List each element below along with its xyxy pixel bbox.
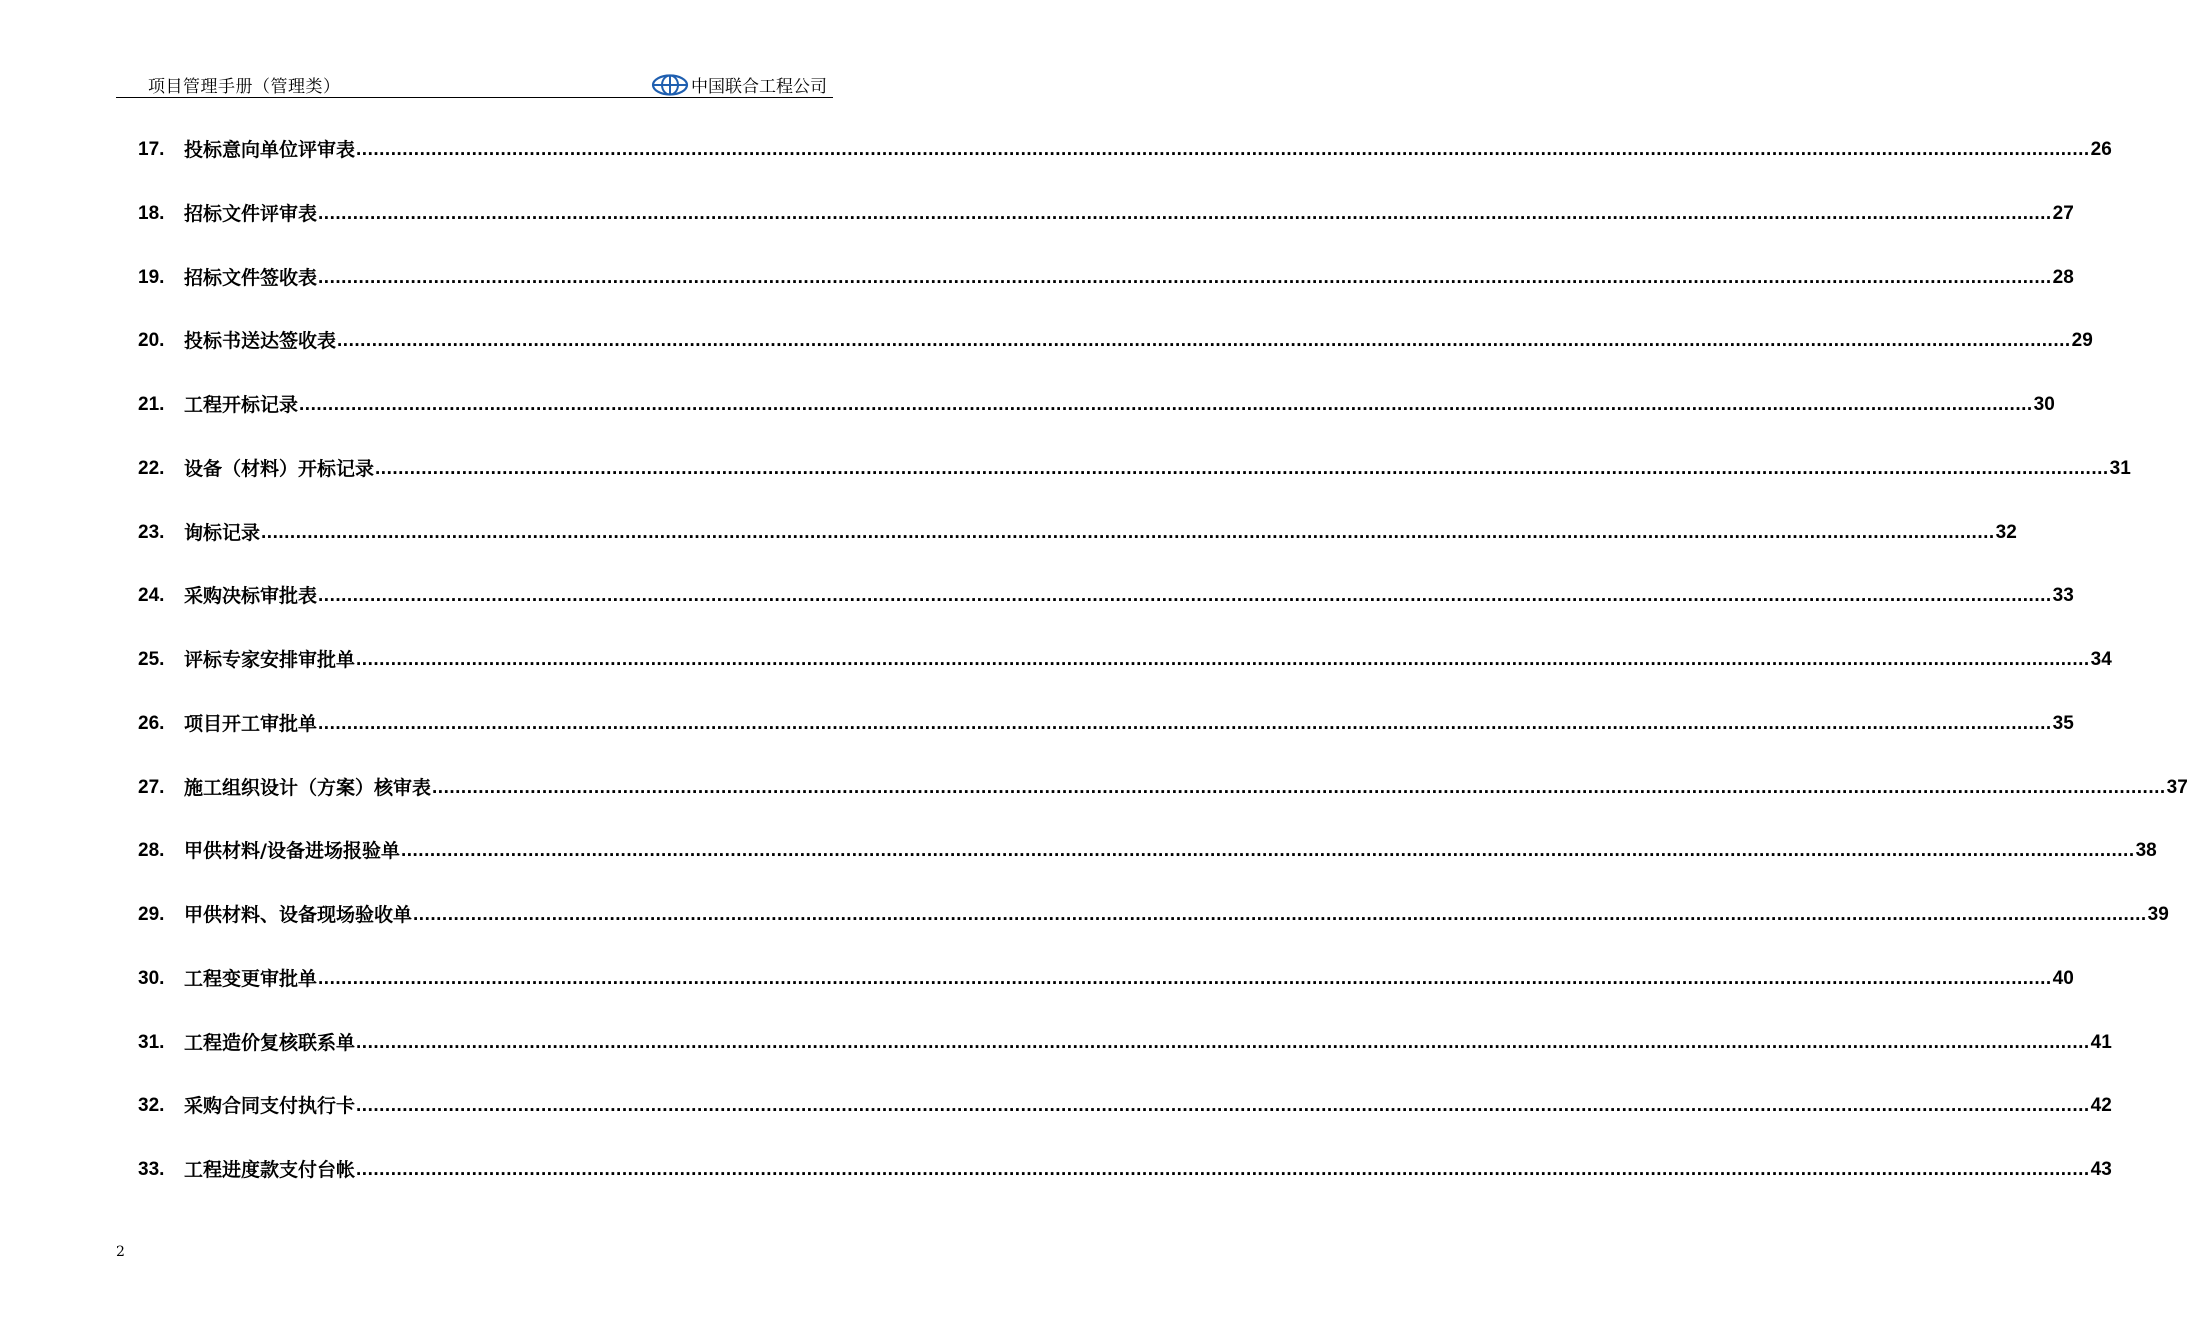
toc-entry[interactable]	[138, 1154, 2112, 1218]
toc-entry-title: 工程造价复核联系单	[184, 1031, 356, 1054]
toc-entry-title: 工程进度款支付台帐	[184, 1159, 356, 1181]
toc-entry-number: 21.	[138, 394, 165, 415]
toc-dot-leader: ............................................................................................................................................................................................................................................................................................................	[356, 1031, 2090, 1053]
toc-entry-page: 39	[2147, 904, 2169, 925]
toc-entry-page: 26	[2090, 139, 2112, 160]
toc-entry[interactable]	[138, 198, 2074, 262]
toc-dot-leader: ............................................................................................................................................................................................................................................................................................................	[261, 521, 1995, 543]
toc-entry-title: 施工组织设计（方案）核审表	[184, 776, 432, 799]
toc-entry-number: 20.	[138, 330, 165, 352]
toc-entry-page: 43	[2090, 1159, 2112, 1180]
toc-dot-leader: ............................................................................................................................................................................................................................................................................................................	[337, 330, 2071, 352]
toc-entry[interactable]	[138, 899, 2169, 963]
toc-entry-title: 工程变更审批单	[184, 967, 318, 990]
toc-dot-leader: ............................................................................................................................................................................................................................................................................................................	[356, 139, 2090, 160]
toc-entry-number: 17.	[138, 139, 165, 160]
toc-entry[interactable]	[138, 517, 2017, 581]
toc-entry[interactable]	[138, 262, 2074, 326]
toc-entry[interactable]	[138, 389, 2055, 453]
toc-entry-page: 28	[2052, 266, 2074, 288]
toc-entry[interactable]	[138, 963, 2074, 1027]
toc-entry-title: 询标记录	[184, 521, 261, 544]
toc-entry-number: 22.	[138, 457, 165, 479]
toc-dot-leader: ............................................................................................................................................................................................................................................................................................................	[413, 904, 2147, 925]
toc-dot-leader: ............................................................................................................................................................................................................................................................................................................	[318, 585, 2052, 607]
company-logo-icon	[651, 74, 689, 96]
toc-dot-leader: ............................................................................................................................................................................................................................................................................................................	[318, 266, 2052, 288]
table-of-contents	[138, 134, 2188, 1218]
toc-entry-title: 甲供材料/设备进场报验单	[184, 840, 400, 863]
toc-entry[interactable]	[138, 580, 2074, 644]
page-number: 2	[116, 1244, 125, 1260]
toc-entry-number: 33.	[138, 1159, 165, 1180]
toc-entry-page: 33	[2052, 585, 2074, 607]
toc-entry[interactable]	[138, 1027, 2112, 1091]
toc-entry-number: 25.	[138, 649, 165, 670]
toc-entry[interactable]	[138, 1090, 2112, 1154]
toc-entry[interactable]	[138, 453, 2131, 517]
manual-title: 项目管理手册（管理类）	[148, 77, 341, 97]
toc-entry-number: 27.	[138, 776, 165, 798]
page-header	[116, 70, 833, 98]
toc-dot-leader: ............................................................................................................................................................................................................................................................................................................	[356, 1159, 2090, 1180]
toc-entry-page: 29	[2071, 330, 2093, 352]
toc-entry[interactable]	[138, 325, 2093, 389]
toc-dot-leader: ............................................................................................................................................................................................................................................................................................................	[299, 394, 2033, 415]
toc-entry-title: 设备（材料）开标记录	[184, 457, 375, 480]
toc-entry-number: 31.	[138, 1031, 165, 1053]
toc-entry-title: 投标书送达签收表	[184, 330, 337, 353]
toc-entry-number: 32.	[138, 1095, 165, 1117]
toc-entry-page: 38	[2135, 840, 2157, 862]
company-brand	[651, 72, 827, 97]
toc-entry-number: 24.	[138, 585, 165, 607]
toc-entry-title: 采购合同支付执行卡	[184, 1095, 356, 1118]
toc-entry-title: 招标文件签收表	[184, 266, 318, 289]
toc-dot-leader: ............................................................................................................................................................................................................................................................................................................	[400, 840, 2135, 862]
toc-dot-leader: ............................................................................................................................................................................................................................................................................................................	[375, 457, 2109, 479]
toc-entry-number: 30.	[138, 967, 165, 989]
toc-entry-number: 23.	[138, 521, 165, 543]
toc-entry-page: 27	[2052, 202, 2074, 224]
toc-entry-page: 34	[2090, 649, 2112, 670]
toc-dot-leader: ............................................................................................................................................................................................................................................................................................................	[318, 202, 2052, 224]
toc-entry[interactable]	[138, 772, 2188, 836]
toc-dot-leader: ............................................................................................................................................................................................................................................................................................................	[318, 967, 2052, 989]
toc-entry-number: 28.	[138, 840, 165, 862]
toc-dot-leader: ............................................................................................................................................................................................................................................................................................................	[318, 712, 2052, 734]
toc-entry-page: 40	[2052, 967, 2074, 989]
toc-entry[interactable]	[138, 835, 2157, 899]
toc-entry-title: 甲供材料、设备现场验收单	[184, 904, 413, 926]
toc-entry-page: 41	[2090, 1031, 2112, 1053]
toc-entry-title: 项目开工审批单	[184, 712, 318, 735]
toc-entry-number: 26.	[138, 712, 165, 734]
toc-entry-page: 42	[2090, 1095, 2112, 1117]
toc-entry-page: 37	[2166, 776, 2188, 798]
toc-dot-leader: ............................................................................................................................................................................................................................................................................................................	[432, 776, 2166, 798]
toc-dot-leader: ............................................................................................................................................................................................................................................................................................................	[356, 649, 2090, 670]
toc-entry-title: 招标文件评审表	[184, 202, 318, 225]
toc-entry-title: 投标意向单位评审表	[184, 139, 356, 161]
toc-entry[interactable]	[138, 644, 2112, 708]
toc-entry[interactable]	[138, 134, 2112, 198]
toc-entry-page: 35	[2052, 712, 2074, 734]
company-name: 中国联合工程公司	[691, 77, 827, 97]
toc-entry-title: 评标专家安排审批单	[184, 649, 356, 671]
toc-entry-number: 29.	[138, 904, 165, 925]
toc-dot-leader: ............................................................................................................................................................................................................................................................................................................	[356, 1095, 2090, 1117]
toc-entry-title: 工程开标记录	[184, 394, 299, 416]
toc-entry-page: 31	[2109, 457, 2131, 479]
toc-entry-number: 19.	[138, 266, 165, 288]
toc-entry-page: 30	[2033, 394, 2055, 415]
toc-entry-title: 采购决标审批表	[184, 585, 318, 608]
toc-entry-page: 32	[1995, 521, 2017, 543]
toc-entry[interactable]	[138, 708, 2074, 772]
toc-entry-number: 18.	[138, 202, 165, 224]
